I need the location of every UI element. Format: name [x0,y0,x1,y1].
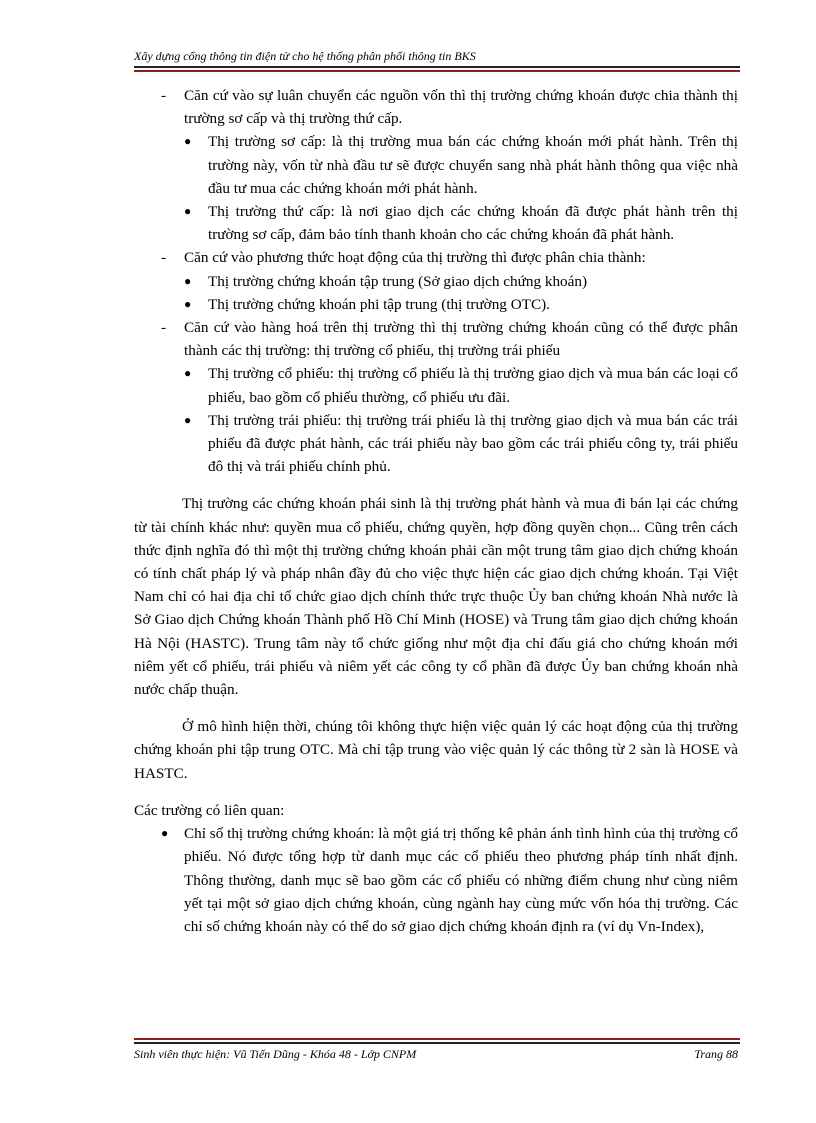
dash-marker: - [161,249,167,267]
header-rule-red [134,70,740,72]
bullet-icon: ● [184,412,192,427]
paragraph: Thị trường các chứng khoán phái sinh là thị trường phát hành và mua đi bán lại các chứng từ tài chính khác như: quyền mua cổ phiếu, chứng quyền, hợp đồng quyền chọn... Cũng trên cách thức định nghĩa đó thì một thị trường chứng khoán phải cần một trung tâm giao dịch chứng khoán có tính chất pháp lý và pháp nhân đầy đủ cho việc thực hiện các giao dịch chứng khoán. Tại Việt Nam chỉ có hai địa chỉ tổ chức giao dịch chính thức trực thuộc Ủy ban chứng khoán Nhà nước là Sở Giao dịch Chứng khoán Thành phố Hồ Chí Minh (HOSE) và Trung tâm giao dịch chứng khoán Hà Nội (HASTC). Trung tâm này tổ chức giống như một địa chỉ đấu giá cho chứng khoán mới niêm yết cổ phiếu, trái phiếu và niêm yết các công ty cổ phần đã được Ủy ban chứng khoán nhà nước chấp thuận. [134,495,738,699]
footer-rule-dark [134,1042,740,1044]
list-item: - Căn cứ vào hàng hoá trên thị trường thì thị trường chứng khoán cũng có thể được phân thành các thị trường: thị trường cổ phiếu, thị trường trái phiếu [134,316,738,362]
footer-rule-red [134,1038,740,1040]
dash-marker: - [161,87,167,104]
list-item: ● Thị trường cổ phiếu: thị trường cổ phiếu là thị trường giao dịch và mua bán các loại cổ phiếu, bao gồm cổ phiếu thường, cổ phiếu ưu đãi. [134,362,738,408]
list-item: - Căn cứ vào sự luân chuyển các nguồn vốn thì thị trường chứng khoán được chia thành thị trường sơ cấp và thị trường thứ cấp. [134,84,738,130]
document-body [134,84,738,938]
list-item: - Căn cứ vào phương thức hoạt động của thị trường thì được phân chia thành: [134,246,738,269]
bullet-icon: ● [184,273,192,288]
bullet-icon: ● [184,204,192,219]
list-item: ● Thị trường trái phiếu: thị trường trái phiếu là thị trường giao dịch và mua bán các trái phiếu đã được phát hành, các trái phiếu này bao gồm các trái phiếu công ty, trái phiếu đô thị và trái phiếu chính phủ. [134,409,738,479]
list-item: ● Thị trường chứng khoán phi tập trung (thị trường OTC). [134,293,738,316]
bullet-icon: ● [161,826,169,841]
list-item: ● Thị trường chứng khoán tập trung (Sở giao dịch chứng khoán) [134,270,738,293]
bullet-icon: ● [184,296,192,311]
list-item: ● Chỉ số thị trường chứng khoán: là một giá trị thống kê phản ánh tình hình của thị trường cổ phiếu. Nó được tổng hợp từ danh mục các cổ phiếu theo phương pháp tính nhất định. Thông thường, danh mục sẽ bao gồm các cổ phiếu có những điểm chung như cùng niêm yết tại một sở giao dịch chứng khoán, cùng ngành hay cùng mức vốn hóa thị trường. Các chỉ số chứng khoán này có thể do sở giao dịch chứng khoán định ra (ví dụ Vn-Index), [134,822,738,938]
footer-student: Sinh viên thực hiện: Vũ Tiến Dũng - Khóa 48 - Lớp CNPM [134,1047,417,1061]
section-label: Các trường có liên quan: [134,801,285,819]
list-item: ● Thị trường sơ cấp: là thị trường mua bán các chứng khoán mới phát hành. Trên thị trường này, vốn từ nhà đầu tư sẽ được chuyển sang nhà phát hành thông qua việc nhà đầu tư mua các chứng khoán mới phát hành. [134,130,738,200]
bullet-icon: ● [184,366,192,381]
page-number: Trang 88 [694,1047,738,1061]
bullet-icon: ● [184,134,192,149]
list-item: ● Thị trường thứ cấp: là nơi giao dịch các chứng khoán đã được phát hành trên thị trường sơ cấp, đảm bảo tính thanh khoản cho các chứng khoán đã phát hành. [134,200,738,246]
paragraph: Ở mô hình hiện thời, chúng tôi không thực hiện việc quản lý các hoạt động của thị trường chứng khoán phi tập trung OTC. Mà chỉ tập trung vào việc quản lý các thông từ 2 sàn là HOSE và HASTC. [134,718,738,782]
running-header: Xây dựng cổng thông tin điện tử cho hệ thống phân phối thông tin BKS [134,49,476,63]
dash-marker: - [161,319,167,337]
header-rule-dark [134,66,740,68]
running-footer [134,1047,740,1061]
